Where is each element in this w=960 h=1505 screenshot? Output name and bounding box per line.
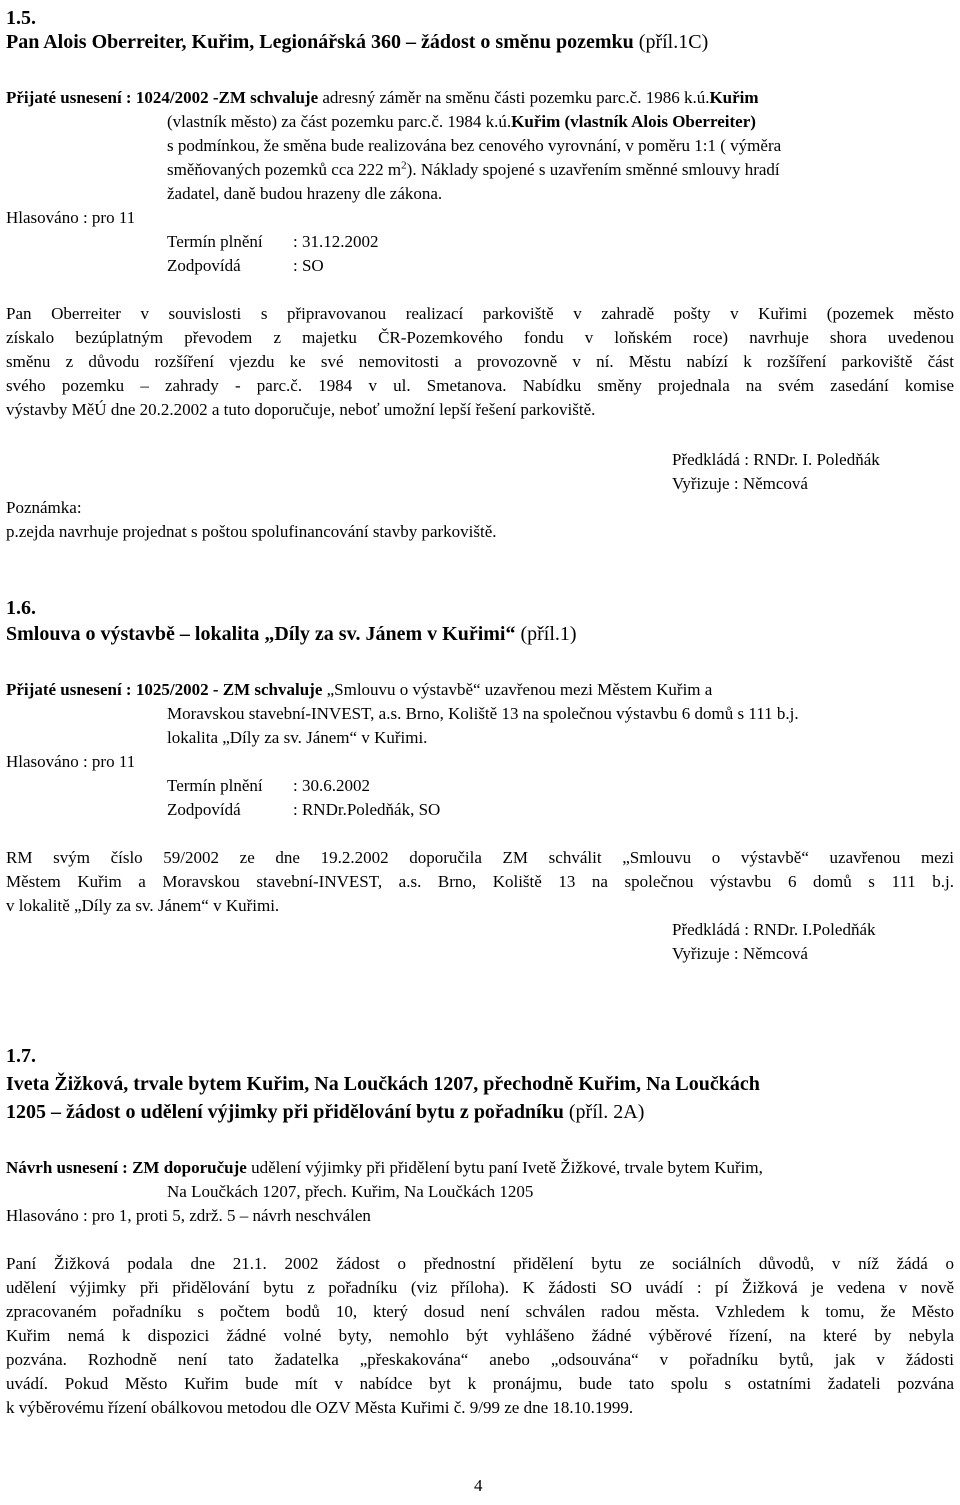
presenter: Předkládá : RNDr. I. Poledňák bbox=[672, 450, 880, 469]
handler: Vyřizuje : Němcová bbox=[672, 474, 808, 493]
proposal-line-1 bbox=[6, 1158, 763, 1178]
section-title bbox=[6, 622, 577, 646]
section-number: 1.6. bbox=[6, 597, 36, 619]
deadline-value: : 30.6.2002 bbox=[293, 776, 370, 795]
proposal-text: udělení výjimky při přidělení bytu paní Ivetě Žižkové, trvale bytem Kuřim, bbox=[246, 1158, 763, 1177]
resolution-text: ). Náklady spojené s uzavřením směnné smlouvy hradí bbox=[406, 160, 780, 179]
paragraph-line: Paní Žižková podala dne 21.1. 2002 žádost o přednostní přidělení bytu ze sociálních důvodů, v níž žádá o bbox=[6, 1254, 954, 1273]
paragraph-line: Pan Oberreiter v souvislosti s připravovanou realizací parkoviště v zahradě pošty v Kuřimi (pozemek město bbox=[6, 304, 954, 323]
paragraph-line: uvádí. Pokud Město Kuřim bude mít v nabídce byt k pronájmu, bude tato spolu s ostatními žadateli pozvána bbox=[6, 1374, 954, 1393]
paragraph-line: pozvána. Rozhodně není tato žadatelka „přeskakována“ anebo „odsouvána“ v pořadníku bytů, jak v žádosti bbox=[6, 1350, 954, 1369]
deadline-value: : 31.12.2002 bbox=[293, 232, 379, 251]
proposal-line-2: Na Loučkách 1207, přech. Kuřim, Na Loučkách 1205 bbox=[167, 1182, 534, 1201]
deadline bbox=[167, 776, 370, 796]
paragraph-line: směnu z důvodu rozšíření vjezdu ke své nemovitosti a provozovně v ní. Městu nabízí k rozšíření parkoviště část bbox=[6, 352, 954, 371]
resolution-line-2: Moravskou stavební-INVEST, a.s. Brno, Koliště 13 na společnou výstavbu 6 domů s 111 b.j. bbox=[167, 704, 799, 723]
paragraph-line: zpracovaném pořadníku s počtem bodů 10, který dosud není schválen radou města. Vzhledem k tomu, že Město bbox=[6, 1302, 954, 1321]
paragraph-line: získalo bezúplatným převodem z majetku ČR-Pozemkového fondu v loňském roce) navrhuje shora uvedenou bbox=[6, 328, 954, 347]
note-label: Poznámka: bbox=[6, 498, 82, 517]
vote-result: Hlasováno : pro 11 bbox=[6, 752, 136, 771]
deadline-label: Termín plnění bbox=[167, 232, 263, 251]
responsible bbox=[167, 256, 324, 276]
resolution-label: Přijaté usnesení : 1024/2002 -ZM schvaluje bbox=[6, 88, 319, 107]
responsible bbox=[167, 800, 440, 820]
resolution-line-3: lokalita „Díly za sv. Jánem“ v Kuřimi. bbox=[167, 728, 428, 747]
vote-result: Hlasováno : pro 1, proti 5, zdrž. 5 – návrh neschválen bbox=[6, 1206, 371, 1225]
title-attachment: (příl.1) bbox=[515, 623, 577, 645]
note-text: p.zejda navrhuje projednat s poštou spolufinancování stavby parkoviště. bbox=[6, 522, 497, 541]
title-attachment: (příl.1C) bbox=[633, 31, 709, 53]
presenter: Předkládá : RNDr. I.Poledňák bbox=[672, 920, 876, 939]
resolution-line-2 bbox=[167, 112, 756, 132]
handler: Vyřizuje : Němcová bbox=[672, 944, 808, 963]
paragraph-line: v lokalitě „Díly za sv. Jánem“ v Kuřimi. bbox=[6, 896, 280, 915]
title-bold: Smlouva o výstavbě – lokalita „Díly za sv. Jánem v Kuřimi“ bbox=[6, 623, 516, 645]
resolution-text: adresný záměr na směnu části pozemku parc.č. 1986 k.ú. bbox=[318, 88, 710, 107]
paragraph-line: výstavby MěÚ dne 20.2.2002 a tuto doporučuje, neboť umožní lepší řešení parkoviště. bbox=[6, 400, 596, 419]
vote-result: Hlasováno : pro 11 bbox=[6, 208, 136, 227]
responsible-label: Zodpovídá bbox=[167, 800, 241, 819]
section-number: 1.7. bbox=[6, 1045, 36, 1067]
title-attachment: (příl. 2A) bbox=[563, 1101, 645, 1123]
responsible-value: : RNDr.Poledňák, SO bbox=[293, 800, 441, 819]
paragraph-line: RM svým číslo 59/2002 ze dne 19.2.2002 doporučila ZM schválit „Smlouvu o výstavbě“ uzavřenou mezi bbox=[6, 848, 954, 867]
paragraph-line: k výběrovému řízení obálkovou metodou dle OZV Města Kuřimi č. 9/99 ze dne 18.10.1999. bbox=[6, 1398, 634, 1417]
resolution-line-4 bbox=[167, 160, 780, 180]
paragraph-line: svého pozemku – zahrady - parc.č. 1984 v ul. Smetanova. Nabídku směny projednala na svém zasedání komise bbox=[6, 376, 954, 395]
superscript: 2 bbox=[401, 159, 407, 172]
resolution-line-3: s podmínkou, že směna bude realizována bez cenového vyrovnání, v poměru 1:1 ( výměra bbox=[167, 136, 782, 155]
section-title-line-1: Iveta Žižková, trvale bytem Kuřim, Na Loučkách 1207, přechodně Kuřim, Na Loučkách bbox=[6, 1073, 760, 1095]
title-bold: Pan Alois Oberreiter, Kuřim, Legionářská 360 – žádost o směnu pozemku bbox=[6, 31, 634, 53]
deadline bbox=[167, 232, 378, 252]
resolution-line-1 bbox=[6, 88, 759, 108]
section-number: 1.5. bbox=[6, 7, 36, 29]
paragraph-line: Městem Kuřim a Moravskou stavební-INVEST, a.s. Brno, Koliště 13 na společnou výstavbu 6 domů s 111 b.j. bbox=[6, 872, 954, 891]
resolution-line-1 bbox=[6, 680, 712, 700]
section-title bbox=[6, 30, 708, 54]
responsible-label: Zodpovídá bbox=[167, 256, 241, 275]
resolution-text: „Smlouvu o výstavbě“ uzavřenou mezi Městem Kuřim a bbox=[322, 680, 713, 699]
page-number: 4 bbox=[474, 1476, 483, 1495]
resolution-text-bold: Kuřim (vlastník Alois Oberreiter) bbox=[511, 112, 756, 131]
section-title-line-2 bbox=[6, 1100, 644, 1124]
title-bold: 1205 – žádost o udělení výjimky při přidělování bytu z pořadníku bbox=[6, 1101, 564, 1123]
resolution-label: Přijaté usnesení : 1025/2002 - ZM schvaluje bbox=[6, 680, 323, 699]
resolution-line-5: žadatel, daně budou hrazeny dle zákona. bbox=[167, 184, 443, 203]
paragraph-line: Kuřim nemá k dispozici žádné volné byty, nemohlo být vyhlášeno žádné výběrové řízení, na které by nebyla bbox=[6, 1326, 954, 1345]
resolution-text-bold: Kuřim bbox=[709, 88, 759, 107]
paragraph-line: udělení výjimky při přidělování bytu z pořadníku (viz příloha). K žádosti SO uvádí : pí Žižková je vedena v nově bbox=[6, 1278, 954, 1297]
deadline-label: Termín plnění bbox=[167, 776, 263, 795]
resolution-text: (vlastník město) za část pozemku parc.č. 1984 k.ú. bbox=[167, 112, 512, 131]
resolution-text: směňovaných pozemků cca 222 m bbox=[167, 160, 402, 179]
responsible-value: : SO bbox=[293, 256, 324, 275]
proposal-label: Návrh usnesení : ZM doporučuje bbox=[6, 1158, 247, 1177]
